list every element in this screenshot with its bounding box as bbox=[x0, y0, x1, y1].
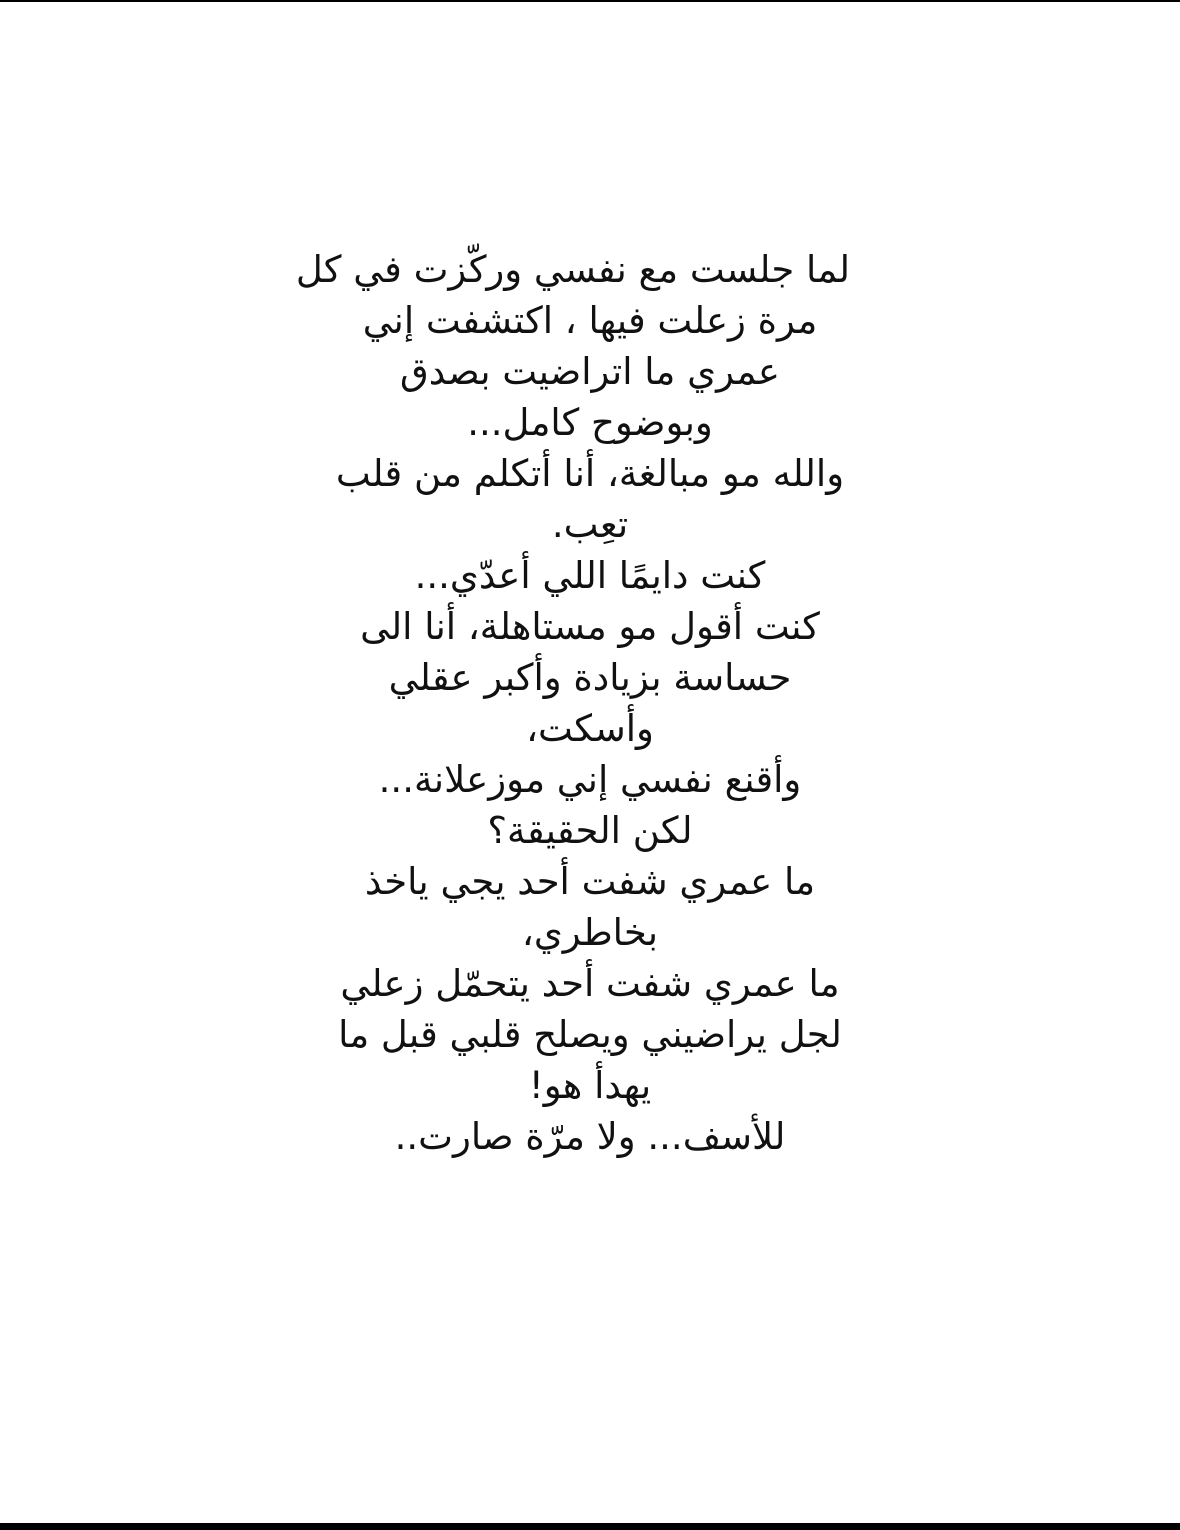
poem-line: كنت دايمًا اللي أعدّي... bbox=[414, 554, 766, 597]
poem-line: يهدأ هو! bbox=[528, 1064, 652, 1107]
poem-line: وأقنع نفسي إني موزعلانة... bbox=[378, 758, 802, 801]
poem-line: للأسف... ولا مرّة صارت.. bbox=[394, 1115, 786, 1158]
poem-line: ما عمري شفت أحد يتحمّل زعلي bbox=[340, 962, 840, 1005]
poem-line: لجل يراضيني ويصلح قلبي قبل ما bbox=[338, 1013, 842, 1056]
poem-text bbox=[295, 244, 850, 1162]
poem-line: وبوضوح كامل... bbox=[467, 401, 713, 444]
poem-line: ما عمري شفت أحد يجي ياخذ bbox=[364, 860, 816, 903]
poem-line: عمري ما اتراضيت بصدق bbox=[400, 350, 780, 393]
poem-line: وأسكت، bbox=[526, 707, 654, 750]
poem-line: بخاطري، bbox=[521, 911, 659, 954]
poem-line: والله مو مبالغة، أنا أتكلم من قلب bbox=[335, 452, 845, 495]
poem-line: لما جلست مع نفسي وركّزت في كل bbox=[295, 248, 850, 291]
poem-line: كنت أقول مو مستاهلة، أنا الى bbox=[360, 605, 820, 648]
poem-line: حساسة بزيادة وأكبر عقلي bbox=[388, 656, 792, 699]
poem-line: تعِب. bbox=[551, 503, 629, 546]
top-border bbox=[0, 0, 1180, 2]
poem-line: لكن الحقيقة؟ bbox=[487, 809, 693, 852]
bottom-border bbox=[0, 1523, 1180, 1530]
poem-line: مرة زعلت فيها ، اكتشفت إني bbox=[362, 299, 818, 342]
